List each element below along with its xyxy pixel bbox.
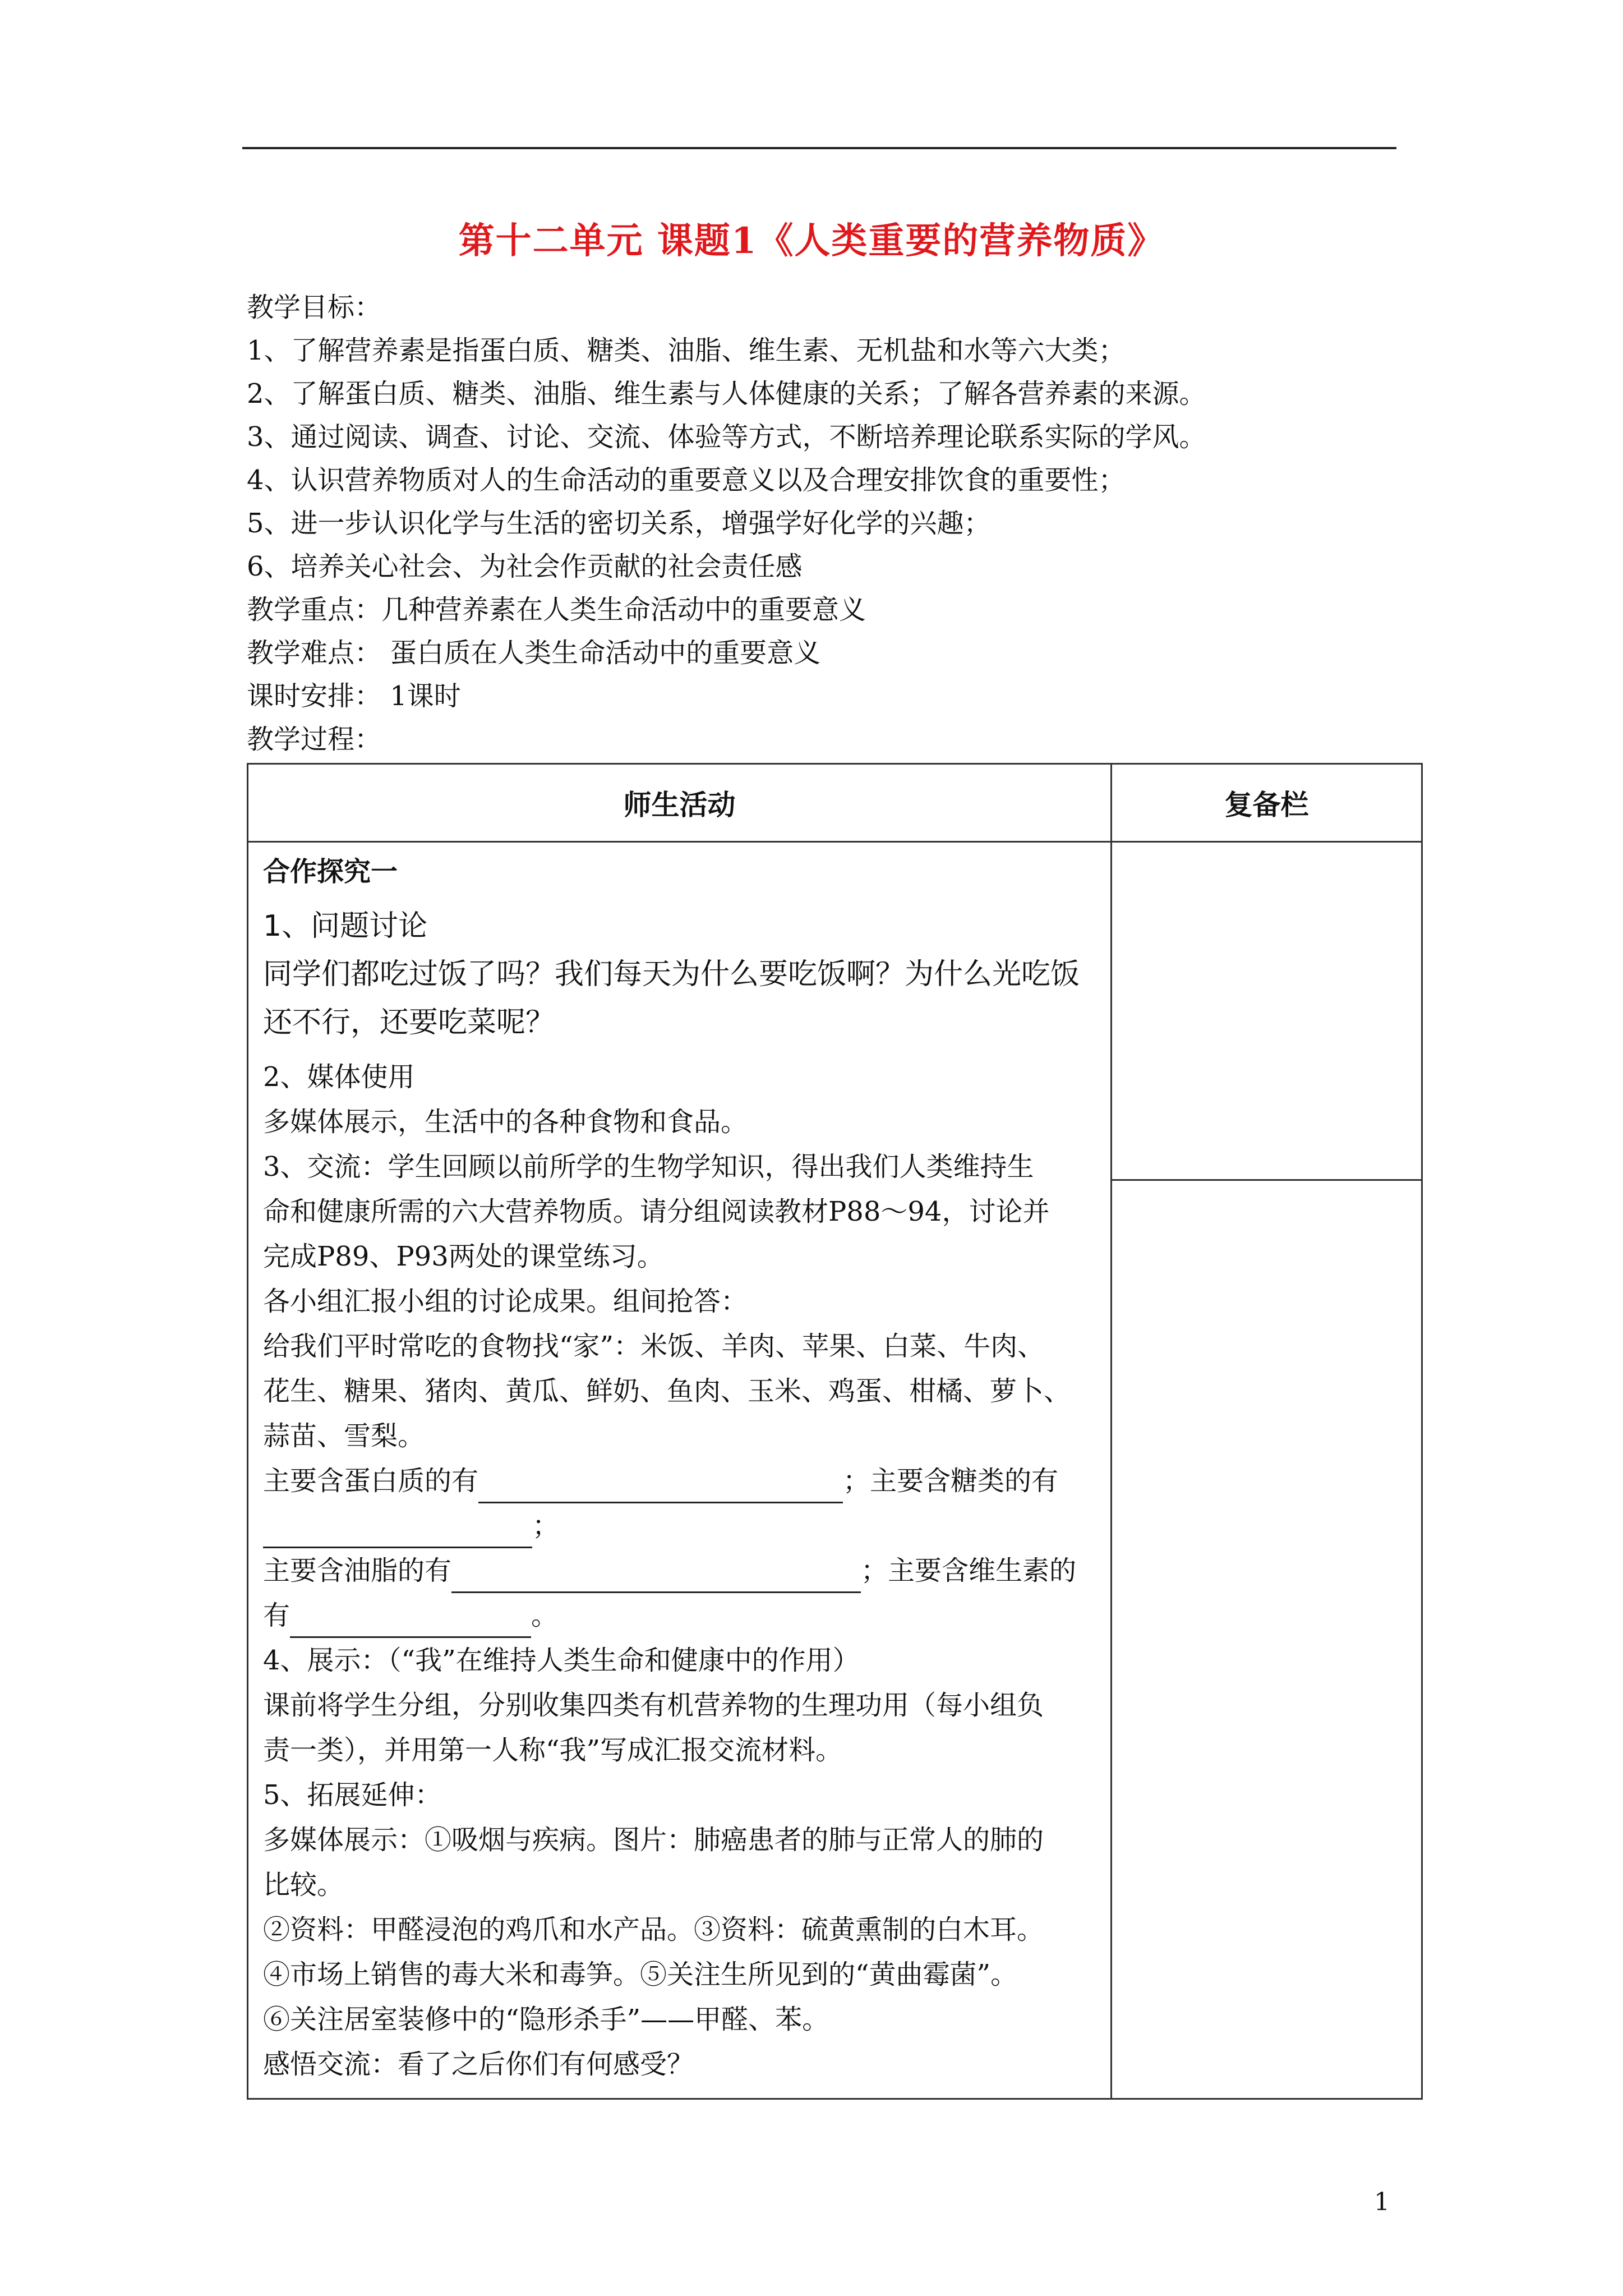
activity-line: ②资料：甲醛浸泡的鸡爪和水产品。③资料：硫黄熏制的白木耳。 xyxy=(263,1914,1044,1945)
section-title: 合作探究一 xyxy=(263,856,398,887)
intro-line: 课时安排： 1课时 xyxy=(247,680,461,712)
activity-cell xyxy=(248,842,1112,2099)
activity-line: ④市场上销售的毒大米和毒笋。⑤关注生所见到的“黄曲霉菌”。 xyxy=(263,1959,1018,1990)
activity-line: 各小组汇报小组的讨论成果。组间抢答： xyxy=(263,1286,748,1317)
activity-line: 课前将学生分组，分别收集四类有机营养物的生理功用（每小组负 xyxy=(263,1690,1044,1721)
intro-line: 2、了解蛋白质、糖类、油脂、维生素与人体健康的关系；了解各营养素的来源。 xyxy=(247,378,1206,409)
fill-label: 主要含蛋白质的有 xyxy=(263,1465,479,1497)
activity-line: 给我们平时常吃的食物找“家”：米饭、羊肉、苹果、白菜、牛肉、 xyxy=(263,1331,1045,1362)
intro-line: 教学重点：几种营养素在人类生命活动中的重要意义 xyxy=(247,594,866,625)
fill-in-sugar-line xyxy=(263,1503,1096,1548)
intro-line: 教学目标： xyxy=(247,292,382,323)
review-cell[interactable] xyxy=(1112,1180,1422,2099)
activity-line: 蒜苗、雪梨。 xyxy=(263,1420,425,1452)
activity-line: 2、媒体使用 xyxy=(263,1061,415,1093)
intro-line: 教学难点： 蛋白质在人类生命活动中的重要意义 xyxy=(247,637,821,669)
page-title: 第十二单元 课题1《人类重要的营养物质》 xyxy=(458,220,1165,262)
fill-label: 。 xyxy=(531,1600,559,1631)
activity-line: 责一类），并用第一人称“我”写成汇报交流材料。 xyxy=(263,1734,843,1766)
fill-label: ；主要含糖类的有 xyxy=(843,1465,1059,1497)
review-cell[interactable] xyxy=(1112,842,1422,1180)
intro-line: 4、认识营养物质对人的生命活动的重要意义以及合理安排饮食的重要性； xyxy=(247,464,1126,496)
fill-label: ； xyxy=(532,1510,560,1542)
intro-line: 6、培养关心社会、为社会作贡献的社会责任感 xyxy=(247,551,803,582)
intro-line: 1、了解营养素是指蛋白质、糖类、油脂、维生素、无机盐和水等六大类； xyxy=(247,335,1126,366)
answer-blank[interactable] xyxy=(478,1470,843,1503)
fill-label: ；主要含维生素的 xyxy=(861,1555,1077,1586)
intro-section xyxy=(247,286,1424,761)
intro-line: 教学过程： xyxy=(247,724,382,755)
activity-line: 命和健康所需的六大营养物质。请分组阅读教材P88～94，讨论并 xyxy=(263,1196,1050,1227)
discussion-text: 同学们都吃过饭了吗？我们每天为什么要吃饭啊？为什么光吃饭 xyxy=(263,958,1080,991)
activity-line: 多媒体展示，生活中的各种食物和食品。 xyxy=(263,1106,748,1138)
header-rule xyxy=(242,147,1396,149)
discussion-heading: 1、问题讨论 xyxy=(263,909,428,943)
activity-line: 花生、糖果、猪肉、黄瓜、鲜奶、鱼肉、玉米、鸡蛋、柑橘、萝卜、 xyxy=(263,1375,1071,1407)
answer-blank[interactable] xyxy=(451,1560,861,1593)
activity-line: ⑥关注居室装修中的“隐形杀手”——甲醛、苯。 xyxy=(263,2004,829,2035)
activity-line: 感悟交流：看了之后你们有何感受？ xyxy=(263,2049,694,2080)
header-review-column: 复备栏 xyxy=(1112,764,1422,842)
activity-line: 完成P89、P93两处的课堂练习。 xyxy=(263,1241,664,1272)
activity-line: 比较。 xyxy=(263,1869,344,1901)
teaching-process-table xyxy=(247,763,1423,2100)
activity-line: 5、拓展延伸： xyxy=(263,1779,442,1811)
fill-in-fat-line xyxy=(263,1548,1096,1593)
page-number: 1 xyxy=(1374,2188,1390,2216)
fill-label: 主要含油脂的有 xyxy=(263,1555,452,1586)
activity-line: 4、展示：（“我”在维持人类生命和健康中的作用） xyxy=(263,1645,860,1676)
fill-in-protein-line xyxy=(263,1458,1096,1503)
activity-line: 3、交流：学生回顾以前所学的生物学知识，得出我们人类维持生 xyxy=(263,1151,1034,1182)
answer-blank[interactable] xyxy=(263,1515,532,1548)
intro-line: 5、进一步认识化学与生活的密切关系，增强学好化学的兴趣； xyxy=(247,508,991,539)
fill-in-vitamin-line xyxy=(263,1593,1096,1638)
activity-line: 多媒体展示：①吸烟与疾病。图片：肺癌患者的肺与正常人的肺的 xyxy=(263,1824,1044,1856)
header-teacher-student-activity: 师生活动 xyxy=(248,764,1112,842)
intro-line: 3、通过阅读、调查、讨论、交流、体验等方式，不断培养理论联系实际的学风。 xyxy=(247,421,1206,453)
answer-blank[interactable] xyxy=(290,1605,531,1638)
discussion-text: 还不行，还要吃菜呢？ xyxy=(263,1006,555,1039)
fill-label: 有 xyxy=(263,1600,291,1631)
